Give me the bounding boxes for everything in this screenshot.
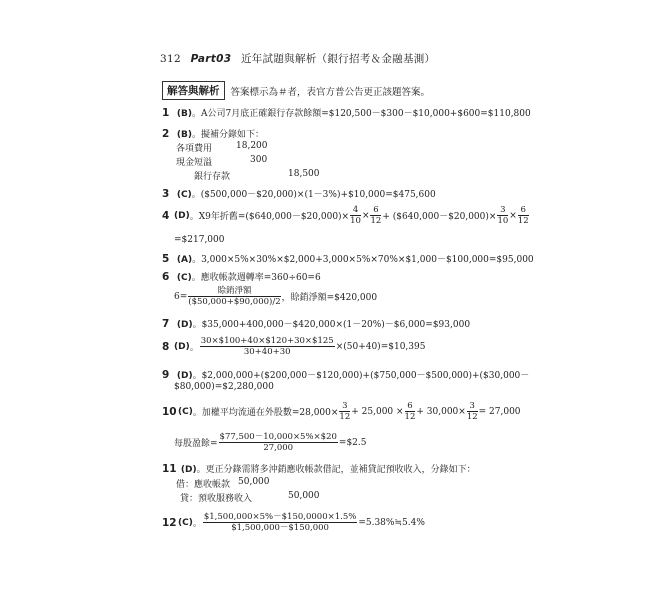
answer-choice: (D) [176,320,193,330]
answer-4 [162,205,530,226]
answer-text: 。$2,000,000+($200,000－$120,000)+($750,000－$500,000)+($30,000－ [192,371,530,381]
entry-debit-amount: 50,000 [238,477,270,487]
answer-choice: (D) [174,210,190,221]
answer-6 [162,270,321,283]
section-label: 解答與解析 [162,81,225,100]
answer-text: 。$35,000+400,000－$420,000×(1－20%)－$6,000=$93,000 [192,320,471,330]
answer-8: 8 (D) 。 $\frac{30\times\$100+40\times\$120+30\times\$125}{30+40+30}$ ×(50+40)=$10,395 [162,336,426,357]
answer-4-result: =$217,000 [174,235,225,245]
answer-5 [162,252,534,265]
fraction: $\frac{6}{12}$ [404,401,416,422]
answer-text: 。($500,000－$20,000)×(1－3%)+$10,000=$475,600 [191,190,436,200]
question-number: 12 [162,516,177,529]
answer-9-result: $80,000)=$2,280,000 [174,382,274,392]
answer-choice: (A) [176,255,193,265]
fraction: $\frac{3}{10}$ [497,205,509,226]
answer-11 [162,462,476,475]
page-header [160,51,435,66]
entry-credit: 貸：預收服務收入 [180,494,253,504]
formula-rhs: ，賒銷淨額=$420,000 [281,293,378,303]
answer-9 [162,368,529,381]
formula-lhs: 每股盈餘= [174,439,218,449]
page-number: 312 [160,53,181,65]
fraction: $\frac{3}{12}$ [339,401,351,422]
question-number: 2 [162,128,170,140]
fraction: $\frac{\text{賒銷淨額}}{(\$50,000+\$90,000)/2}$ [188,286,281,307]
answer-choice: (C) [176,273,192,283]
answer-10: 10 (C) 。加權平均流通在外股數=28,000× $\frac{3}{12}$ + 25,000 × $\frac{6}{12}$ + 30,000× $\frac{3}{12}$ = 27,000 [162,401,521,422]
answer-12: 12 (C) 。 $\frac{\$1,500,000\times 5\%-\$150,0000\times 1.5\%}{\$1,500,000-\$150,000}$ =5.38%≒5.4% [162,512,425,533]
eps-formula [174,432,367,453]
answer-text: 。3,000×5%×30%×$2,000+3,000×5%×70%×$1,000－$100,000=$95,000 [192,255,534,265]
question-number: 3 [162,188,170,200]
answer-2 [162,127,264,140]
answer-7 [162,317,470,330]
part-label: Part03 [190,53,232,65]
answer-choice: (D) [174,341,190,352]
fraction: $\frac{4}{10}$ [350,205,361,226]
answer-text: + ($640,000－$20,000)× [382,212,497,222]
question-number: 10 [162,405,177,418]
fraction: $\frac{\$1,500,000\times 5\%-\$150,0000\times 1.5\%}{\$1,500,000-\$150,000}$ [203,512,357,533]
question-number: 9 [162,369,170,381]
question-number: 8 [162,340,170,353]
fraction: $\frac{6}{12}$ [370,205,382,226]
answer-6-formula [174,286,377,307]
answer-choice: (B) [176,109,192,119]
answer-text: 。擬補分錄如下： [191,130,264,140]
answer-3 [162,187,436,200]
fraction: $\frac{6}{12}$ [517,205,529,226]
answer-choice: (B) [176,130,192,140]
entry-debit-2-amount: 300 [250,155,268,165]
formula-lhs: 6= [174,291,188,302]
entry-debit-1-amount: 18,200 [236,141,268,151]
fraction: $\frac{3}{12}$ [466,401,478,422]
answer-1 [162,106,531,119]
header-title: 近年試題與解析（銀行招考＆金融基測） [240,53,436,65]
question-number: 7 [162,318,170,330]
answer-choice: (D) [176,371,193,381]
question-number: 6 [162,271,170,283]
answer-text: 。X9年折舊=($640,000－$20,000)× [189,212,350,222]
entry-debit: 借：應收帳款 [176,480,231,490]
entry-debit-1: 各項費用 [176,144,213,154]
formula-rhs: =$2.5 [338,437,367,448]
formula-rhs: ×(50+40)=$10,395 [335,341,426,352]
question-number: 5 [162,253,170,265]
section-note: 答案標示為＃者，表官方普公告更正該題答案。 [230,86,431,98]
answer-text: 。加權平均流通在外股數=28,000× [192,408,339,418]
answer-text: 。A公司7月底正確銀行存款餘額=$120,500－$300－$10,000+$600=$110,800 [191,109,531,119]
question-number: 4 [162,209,170,222]
answer-text: 。更正分錄需將多沖銷應收帳款借記，並補貸記預收收入，分錄如下： [196,465,476,475]
formula-rhs: =5.38%≒5.4% [358,517,425,528]
operator: × [361,210,370,221]
answer-choice: (D) [180,465,197,475]
question-number: 1 [162,107,170,119]
fraction: $\frac{30\times\$100+40\times\$120+30\times\$125}{30+40+30}$ [200,336,334,357]
section-heading [162,81,430,100]
entry-credit-amount: 50,000 [288,491,320,501]
entry-debit-2: 現金短溢 [176,158,213,168]
answer-choice: (C) [178,406,193,417]
answer-choice: (C) [178,517,193,528]
operator: × [509,210,517,221]
fraction: $\frac{\$77,500-10,000\times 5\%\times\$20}{27,000}$ [219,432,337,453]
question-number: 11 [162,463,177,475]
answer-text: 。應收帳款週轉率=360÷60=6 [191,273,321,283]
answer-choice: (C) [176,190,192,200]
entry-credit-amount: 18,500 [288,169,320,179]
entry-credit: 銀行存款 [194,172,231,182]
